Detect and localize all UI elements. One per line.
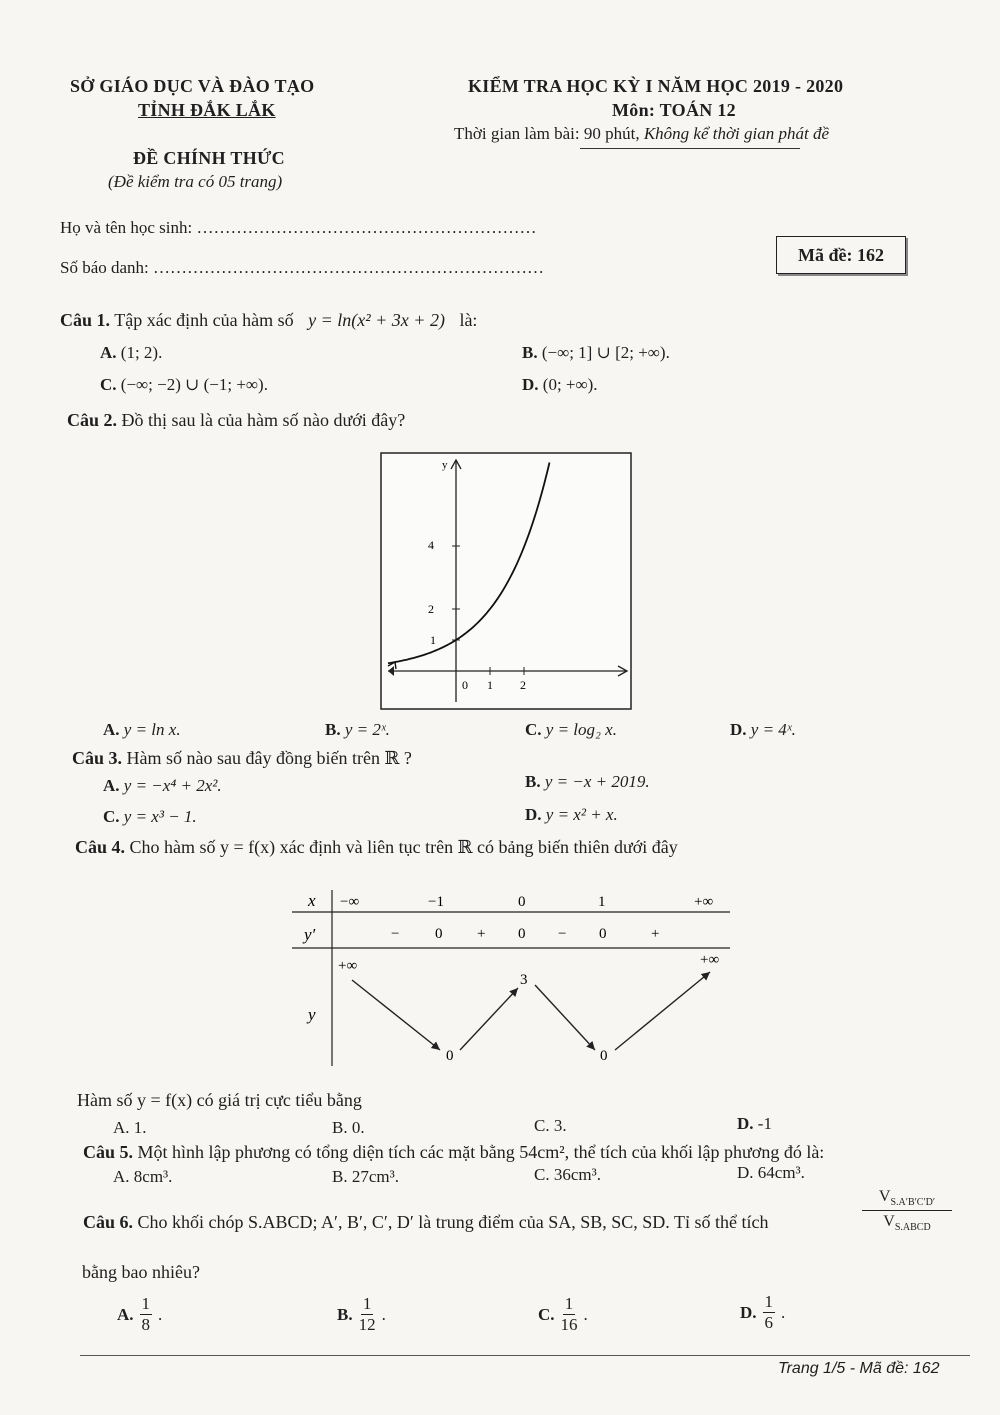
q1-option-c[interactable]: C. (−∞; −2) ∪ (−1; +∞).	[100, 375, 268, 394]
y-value-right: +∞	[700, 952, 720, 968]
y-axis-label: y	[442, 459, 448, 471]
yprime-zero-2: 0	[518, 926, 526, 942]
q2-option-a[interactable]: A. y = ln x.	[103, 720, 181, 739]
footer-rule	[80, 1355, 970, 1356]
x-value-1: 1	[598, 894, 606, 910]
tick-y-2: 2	[428, 602, 434, 616]
province-name: TỈNH ĐẮK LẮK	[138, 100, 276, 120]
q6-option-c[interactable]: C. 1 16 .	[538, 1294, 588, 1334]
y-value-left: +∞	[338, 958, 358, 974]
q6-option-a[interactable]: A. 1 8 .	[117, 1294, 163, 1334]
student-name-field[interactable]: Họ và tên học sinh: ……………………………………………………	[60, 218, 537, 237]
pages-note: (Đề kiểm tra có 05 trang)	[108, 172, 283, 191]
table-y-label: y	[308, 1005, 316, 1024]
q3-option-b[interactable]: B. y = −x + 2019.	[525, 772, 650, 791]
q4-option-b[interactable]: B. 0.	[332, 1118, 365, 1137]
y-value-min1: 0	[446, 1048, 454, 1064]
page-footer: Trang 1/5 - Mã đề: 162	[778, 1360, 940, 1377]
y-value-max: 3	[520, 972, 528, 988]
q1-option-a[interactable]: A. (1; 2).	[100, 343, 163, 362]
question-4: Câu 4. Cho hàm số y = f(x) xác định và liên tục trên ℝ có bảng biến thiên dưới đây	[75, 837, 678, 857]
student-id-field[interactable]: Số báo danh: ……………………………………………………………	[60, 258, 545, 277]
department-name: SỞ GIÁO DỤC VÀ ĐÀO TẠO	[70, 76, 315, 96]
function-graph	[380, 452, 632, 715]
q4-option-c[interactable]: C. 3.	[534, 1116, 567, 1135]
yprime-sign-3: −	[558, 926, 567, 942]
yprime-zero-3: 0	[599, 926, 607, 942]
question-5: Câu 5. Một hình lập phương có tổng diện tích các mặt bằng 54cm², thể tích của khối lập phương đó là:	[83, 1142, 825, 1162]
header-rule	[580, 148, 800, 149]
tick-y-4: 4	[428, 538, 434, 552]
q2-option-b[interactable]: B. y = 2ˣ.	[325, 720, 390, 739]
x-value-neg-inf: −∞	[340, 894, 360, 910]
q6-option-b[interactable]: B. 1 12 .	[337, 1294, 386, 1334]
q3-option-a[interactable]: A. y = −x⁴ + 2x².	[103, 776, 222, 795]
q5-option-c[interactable]: C. 36cm³.	[534, 1165, 601, 1184]
q4-option-d[interactable]: D. -1	[737, 1114, 772, 1133]
variation-table	[290, 880, 740, 1075]
tick-y-1: 1	[430, 633, 436, 647]
q1-option-b[interactable]: B. (−∞; 1] ∪ [2; +∞).	[522, 343, 670, 362]
exam-title: KIỂM TRA HỌC KỲ I NĂM HỌC 2019 - 2020	[468, 76, 844, 96]
q3-option-d[interactable]: D. y = x² + x.	[525, 805, 618, 824]
yprime-sign-2: +	[477, 926, 486, 942]
q6-tail: bằng bao nhiêu?	[82, 1262, 200, 1282]
x-value-neg1: −1	[428, 894, 444, 910]
official-label: ĐỀ CHÍNH THỨC	[133, 148, 285, 168]
subject: Môn: TOÁN 12	[612, 100, 736, 120]
q5-option-a[interactable]: A. 8cm³.	[113, 1167, 173, 1186]
yprime-zero-1: 0	[435, 926, 443, 942]
q3-option-c[interactable]: C. y = x³ − 1.	[103, 807, 197, 826]
tick-x-1: 1	[487, 678, 493, 692]
table-yprime-label: y′	[304, 925, 316, 944]
question-3: Câu 3. Hàm số nào sau đây đồng biến trên ℝ ?	[72, 748, 412, 768]
tick-x-0: 0	[462, 678, 468, 692]
x-value-pos-inf: +∞	[694, 894, 714, 910]
volume-ratio: $V_{S.A'B'C'D'}$ $V_{S.ABCD}$	[862, 1188, 952, 1233]
q4-option-a[interactable]: A. 1.	[113, 1118, 147, 1137]
q4-question: Hàm số y = f(x) có giá trị cực tiểu bằng	[77, 1090, 362, 1110]
x-value-0: 0	[518, 894, 526, 910]
yprime-sign-1: −	[391, 926, 400, 942]
table-x-label: x	[308, 891, 316, 910]
question-6: Câu 6. Cho khối chóp S.ABCD; A′, B′, C′, D′ là trung điểm của SA, SB, SC, SD. Tỉ số thể tích	[83, 1212, 769, 1232]
q5-option-b[interactable]: B. 27cm³.	[332, 1167, 399, 1186]
q2-option-d[interactable]: D. y = 4ˣ.	[730, 720, 796, 739]
y-value-min2: 0	[600, 1048, 608, 1064]
question-1: Câu 1. Tập xác định của hàm số y = ln(x² + 3x + 2) là:	[60, 310, 478, 330]
q6-option-d[interactable]: D. 1 6 .	[740, 1292, 786, 1332]
yprime-sign-4: +	[651, 926, 660, 942]
time-note: Thời gian làm bài: 90 phút, Không kể thời gian phát đề	[454, 124, 830, 143]
q1-option-d[interactable]: D. (0; +∞).	[522, 375, 598, 394]
q5-option-d[interactable]: D. 64cm³.	[737, 1163, 805, 1182]
question-2: Câu 2. Đồ thị sau là của hàm số nào dưới đây?	[67, 410, 406, 430]
exam-code-box: Mã đề: 162	[776, 236, 906, 274]
q2-option-c[interactable]: C. y = log₂ x.	[525, 720, 617, 739]
tick-x-2: 2	[520, 678, 526, 692]
